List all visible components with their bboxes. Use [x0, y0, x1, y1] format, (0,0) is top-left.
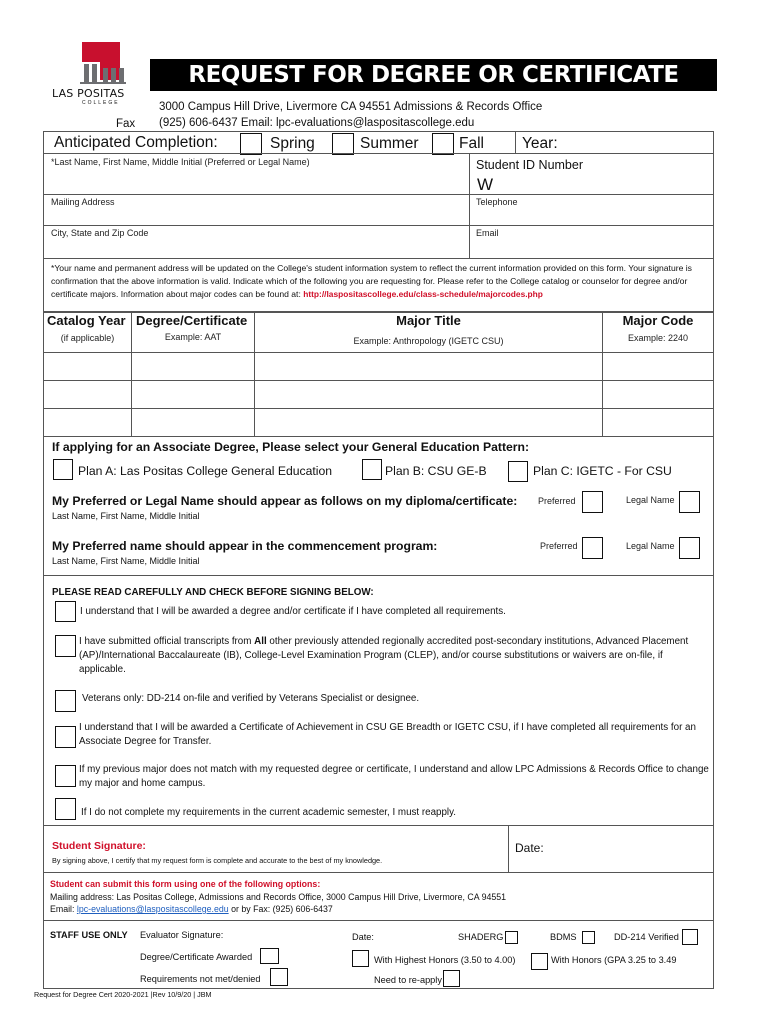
- plan-a-label: Plan A: Las Positas College General Education: [78, 464, 333, 478]
- ack-major-change-checkbox[interactable]: [55, 765, 76, 787]
- notice-text: *Your name and permanent address will be updated on the College's student information system to reflect the current information provided on this form. Your signature is confirmation that the above information is valid. Indicate which of the following you are requesting for. Please refer to the College catalog or counselor for degree and/or certificate majors. Information about major codes can be found at: http://laspositascollege.edu/class-schedule/majorcodes.php: [51, 263, 692, 299]
- title-bar: [150, 59, 717, 91]
- commencement-legal-label: Legal Name: [626, 541, 675, 551]
- spring-checkbox[interactable]: [240, 133, 262, 155]
- commencement-legal-checkbox[interactable]: [679, 537, 700, 559]
- plan-b-checkbox[interactable]: [362, 459, 382, 480]
- req-not-met-checkbox[interactable]: [270, 968, 288, 986]
- req-not-met-label: Requirements not met/denied: [140, 974, 261, 984]
- diploma-legal-label: Legal Name: [626, 495, 675, 505]
- evaluator-label: Evaluator Signature:: [140, 930, 224, 940]
- major-title-header: Major Title: [396, 313, 461, 328]
- logo-subname: COLLEGE: [82, 100, 120, 106]
- logo-mark-icon: [48, 38, 140, 90]
- address-line: 3000 Campus Hill Drive, Livermore CA 94551 Admissions & Records Office: [159, 101, 543, 113]
- submit-email-line: Email: lpc-evaluations@laspositascollege.edu or by Fax: (925) 606-6437: [50, 904, 333, 914]
- signature-label: Student Signature:: [52, 840, 146, 852]
- submit-heading: Student can submit this form using one of the following options:: [50, 879, 321, 889]
- ack-certificate-checkbox[interactable]: [55, 726, 76, 748]
- telephone-label: Telephone: [476, 197, 518, 207]
- bdms-label: BDMS: [550, 932, 577, 942]
- dd214-label: DD-214 Verified: [614, 932, 679, 942]
- diploma-legal-checkbox[interactable]: [679, 491, 700, 513]
- spring-label: Spring: [270, 135, 315, 152]
- mailing-address-field[interactable]: [44, 195, 469, 225]
- highest-honors-checkbox[interactable]: [352, 950, 369, 967]
- ack-transcripts-checkbox[interactable]: [55, 635, 76, 657]
- shaderg-label: SHADERG: [458, 932, 504, 942]
- college-logo: [48, 38, 140, 108]
- commencement-subtext: Last Name, First Name, Middle Initial: [52, 556, 200, 566]
- commencement-preferred-label: Preferred: [540, 541, 578, 551]
- reapply-checkbox[interactable]: [443, 970, 460, 987]
- major-code-example: Example: 2240: [627, 333, 689, 343]
- staff-label: STAFF USE ONLY: [50, 930, 128, 940]
- diploma-question: My Preferred or Legal Name should appear as follows on my diploma/certificate:: [52, 494, 518, 508]
- diploma-preferred-checkbox[interactable]: [582, 491, 603, 513]
- ack-transcripts-text: I have submitted official transcripts from All other previously attended regionally accredited post-secondary institutions, Advanced Placement (AP)/International Baccalaureate (IB), College-Level Examination Program (CLEP), and/or course substitutions or waivers are on-file, if applicable.: [79, 636, 689, 675]
- major-codes-link[interactable]: http://laspositascollege.edu/class-schedule/majorcodes.php: [303, 289, 543, 299]
- submit-mail: Mailing address: Las Positas College, Admissions and Records Office, 3000 Campus Hill Drive, Livermore, CA 94551: [50, 892, 507, 902]
- summer-checkbox[interactable]: [332, 133, 354, 155]
- email-field[interactable]: [470, 226, 713, 258]
- ack-veterans-text: Veterans only: DD-214 on-file and verified by Veterans Specialist or designee.: [82, 693, 420, 704]
- ack-requirements-checkbox[interactable]: [55, 601, 76, 622]
- fax-label: Fax: [116, 118, 136, 130]
- telephone-field[interactable]: [470, 195, 713, 225]
- commencement-question: My Preferred name should appear in the commencement program:: [52, 539, 438, 553]
- footer-text: Request for Degree Cert 2020-2021 |Rev 10/9/20 | JBM: [34, 990, 212, 999]
- honors-label: With Honors (GPA 3.25 to 3.49: [551, 955, 677, 965]
- major-title-example: Example: Anthropology (IGETC CSU): [353, 336, 504, 346]
- diploma-subtext: Last Name, First Name, Middle Initial: [52, 511, 200, 521]
- shaderg-checkbox[interactable]: [505, 931, 518, 944]
- plan-c-label: Plan C: IGETC - For CSU: [533, 464, 672, 478]
- student-id-field[interactable]: [470, 174, 713, 194]
- logo-name: LAS POSITAS: [52, 87, 125, 100]
- city-label: City, State and Zip Code: [51, 228, 149, 238]
- plan-c-checkbox[interactable]: [508, 461, 528, 482]
- dd214-checkbox[interactable]: [682, 929, 698, 945]
- ack-reapply-text: If I do not complete my requirements in the current academic semester, I must reapply.: [81, 807, 456, 818]
- bdms-checkbox[interactable]: [582, 931, 595, 944]
- honors-checkbox[interactable]: [531, 953, 548, 970]
- signature-note: By signing above, I certify that my request form is complete and accurate to the best of my knowledge.: [52, 856, 383, 865]
- degree-header: Degree/Certificate: [136, 313, 248, 328]
- degree-example: Example: AAT: [164, 332, 222, 342]
- page-title: REQUEST FOR DEGREE OR CERTIFICATE: [188, 62, 679, 88]
- fall-label: Fall: [459, 135, 484, 152]
- summer-label: Summer: [360, 135, 419, 152]
- catalog-year-header: Catalog Year: [47, 313, 126, 328]
- ack-reapply-checkbox[interactable]: [55, 798, 76, 820]
- reapply-label: Need to re-apply: [374, 975, 442, 985]
- awarded-checkbox[interactable]: [260, 948, 279, 964]
- year-label: Year:: [522, 135, 558, 152]
- highest-honors-label: With Highest Honors (3.50 to 4.00): [374, 955, 516, 965]
- ack-requirements-text: I understand that I will be awarded a degree and/or certificate if I have completed all requirements.: [80, 606, 506, 617]
- contact-line: (925) 606-6437 Email: lpc-evaluations@laspositascollege.edu: [159, 117, 475, 129]
- submit-email-link[interactable]: lpc-evaluations@laspositascollege.edu: [76, 904, 229, 914]
- name-label: *Last Name, First Name, Middle Initial (Preferred or Legal Name): [51, 157, 310, 167]
- signature-date-label: Date:: [515, 841, 544, 855]
- fall-checkbox[interactable]: [432, 133, 454, 155]
- diploma-preferred-label: Preferred: [538, 496, 576, 506]
- ack-certificate-text: I understand that I will be awarded a Certificate of Achievement in CSU GE Breadth or IGETC CSU, if I have completed all requirements for an Associate Degree for Transfer.: [79, 722, 696, 747]
- major-table: [43, 312, 714, 437]
- signature-date-field[interactable]: [509, 826, 713, 872]
- student-id-label: Student ID Number: [476, 158, 583, 172]
- awarded-label: Degree/Certificate Awarded: [140, 952, 253, 962]
- student-id-prefix: W: [477, 175, 494, 194]
- ge-question: If applying for an Associate Degree, Please select your General Education Pattern:: [52, 440, 530, 454]
- plan-b-label: Plan B: CSU GE-B: [385, 464, 487, 478]
- city-field[interactable]: [44, 226, 469, 258]
- commencement-preferred-checkbox[interactable]: [582, 537, 603, 559]
- plan-a-checkbox[interactable]: [53, 459, 73, 480]
- major-code-header: Major Code: [622, 313, 694, 328]
- mailing-address-label: Mailing Address: [51, 197, 115, 207]
- completion-label: Anticipated Completion:: [54, 134, 218, 151]
- ack-veterans-checkbox[interactable]: [55, 690, 76, 712]
- staff-date-label: Date:: [352, 932, 374, 942]
- catalog-year-example: (if applicable): [60, 333, 115, 343]
- ack-heading: PLEASE READ CAREFULLY AND CHECK BEFORE SIGNING BELOW:: [52, 587, 374, 598]
- email-label: Email: [476, 228, 499, 238]
- ack-major-change-text: If my previous major does not match with my requested degree or certificate, I understand and allow LPC Admissions & Records Office to change my major and home campus.: [79, 764, 709, 789]
